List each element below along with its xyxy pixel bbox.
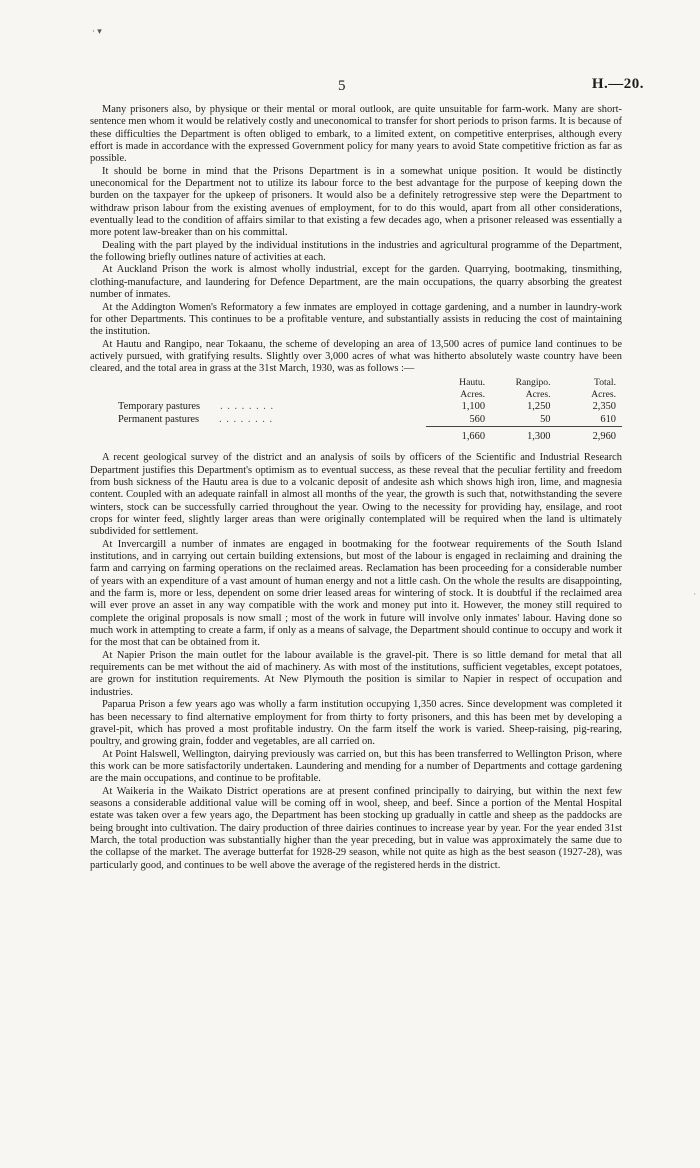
- total-cell: 1,300: [527, 430, 551, 442]
- total-cell: 1,660: [461, 430, 486, 442]
- table-cell: 560: [426, 414, 491, 427]
- column-header-hautu: Hautu.: [459, 376, 486, 388]
- report-body: [90, 104, 622, 872]
- paragraph: At Point Halswell, Wellington, dairying previously was carried on, but this has been transferred to Wellington Prison, where this work can be more satisfactorily undertaken. Laundering and mending for a number of Departments and cottage gardening are the main occupations, and continue to be profitable.: [90, 748, 622, 785]
- paragraph: At the Addington Women's Reformatory a few inmates are employed in cottage gardening, and a number in laundry-work for other Departments. This continues to be a profitable venture, and substantially assists in reducing the cost of maintaining the institution.: [90, 301, 622, 338]
- unit-label: Acres.: [525, 388, 551, 400]
- table-row: [90, 414, 622, 427]
- paragraph: Dealing with the part played by the individual institutions in the industries and agricultural programme of the Department, the following briefly outlines nature of activities at each.: [90, 239, 622, 264]
- leader-dots: . . . . . . . .: [219, 413, 274, 425]
- paragraph: It should be borne in mind that the Prisons Department is in a somewhat unique position. It would be distinctly uneconomical for the Department not to utilize its labour force to the best advantage for the purpose of keeping down the burden on the taxpayer for the upkeep of prisoners. It would also be a definitely retrogressive step were the Department to withdraw prison labour from the existing avenues of employment, for to do this would, apart from all other considerations, eventually lead to the condition of affairs similar to that existing a few decades ago, when a prisoner released was essentially a more potent law-breaker than on his committal.: [90, 165, 622, 239]
- grass-area-table: [90, 377, 622, 444]
- paragraph: At Hautu and Rangipo, near Tokaanu, the scheme of developing an area of 13,500 acres of pumice land continues to be actively pursued, with gratifying results. Slightly over 3,000 acres of what was hitherto absolutely waste country have been cleared, and the total area in grass at the 31st March, 1930, was as follows :—: [90, 338, 622, 375]
- row-label: Temporary pastures: [118, 401, 201, 413]
- row-label: Permanent pastures: [118, 413, 200, 425]
- paragraph: Many prisoners also, by physique or their mental or moral outlook, are quite unsuitable for farm-work. Many are short-sentence men whom it would be relatively costly and uneconomical to transfer for short periods to prison farms. It is because of these difficulties the Department is often obliged to embark, to a limited extent, on competitive enterprises, although every effort is made in accordance with the expressed Government policy for many years to avoid State competitive friction as far as possible.: [90, 104, 622, 165]
- table-total-row: [90, 426, 622, 443]
- paragraph: At Waikeria in the Waikato District operations are at present confined principally to dairying, but within the next few seasons a considerable additional value will be coming off in wool, sheep, and beef. Since a portion of the Mental Hospital estate was taken over a few years ago, the Department has been stocking up gradually in cattle and sheep as the paddocks are being brought into cultivation. The dairy production of three dairies continues to increase year by year. For the year ended 31st March, the total production was substantially higher than the year preceding, but in value was approximately the same due to the collapse of the market. The average butterfat for 1928-29 season, while not quite as high as the best season (1927-28), was particularly good, and continues to be well above the average of the registered herds in the district.: [90, 785, 622, 871]
- table-units-row: [90, 389, 622, 401]
- paragraph: At Auckland Prison the work is almost wholly industrial, except for the garden. Quarrying, bootmaking, tinsmithing, clothing-manufacture, and laundering for Defence Department, are the main occupations, the quarry absorbing the greatest number of inmates.: [90, 264, 622, 301]
- leader-dots: . . . . . . . .: [220, 401, 275, 413]
- unit-label: Acres.: [591, 388, 616, 400]
- table-cell: 1,100: [461, 401, 486, 413]
- margin-mark: ·: [693, 590, 696, 599]
- document-reference: H.—20.: [591, 76, 644, 92]
- paragraph: Paparua Prison a few years ago was wholly a farm institution occupying 1,350 acres. Since development was completed it has been necessary to find alternative employment for from thirty to forty prisoners, and this has been met by developing a gravel-pit, which has proved a most profitable industry. On the farm itself the work is varied. Sheep-raising, pig-rearing, poultry, and growing grain, fodder and vegetables, are all carried on.: [90, 699, 622, 748]
- table-cell: 50: [491, 414, 556, 427]
- column-header-rangipo: Rangipo.: [515, 376, 551, 388]
- page-number: 5: [338, 78, 346, 94]
- table-cell: 610: [557, 414, 623, 427]
- paragraph: At Invercargill a number of inmates are engaged in bootmaking for the footwear requirements of the South Island institutions, and in carrying out certain building extensions, but most of the labour is engaged in reclaiming and draining the farm and carrying on farming operations on the reclaimed areas. Reclamation has been proceeding for a considerable number of years with an expenditure of a vast amount of human energy and not a little cash. On the whole the results are disappointing, and the farm is, more or less, dependent on some drier leased areas for wintering of stock. It is doubtful if the reclaimed area will ever prove an asset in any way compatible with the work and money put into it. However, the money still required to complete the original proposals is now small ; most of the work in future will involve only inmates' labour. Having done so much work in attempting to create a farm, if only as a means of salvage, the Department should continue to occupy and work it for the most that can be obtained from it.: [90, 538, 622, 649]
- table-row: [90, 401, 622, 413]
- corner-mark: · ▾: [92, 26, 102, 36]
- table-header-row: [90, 377, 622, 389]
- unit-label: Acres.: [460, 388, 486, 400]
- total-cell: 2,960: [592, 430, 616, 442]
- table-cell: 1,250: [527, 401, 551, 413]
- paragraph: At Napier Prison the main outlet for the labour available is the gravel-pit. There is so little demand for metal that all requirements can be met without the aid of machinery. As with most of the institutions, sufficient vegetables, except potatoes, are grown for institution requirements. At New Plymouth the position is similar to Napier in respect of occupation and industries.: [90, 649, 622, 698]
- column-header-total: Total.: [594, 376, 616, 388]
- table-cell: 2,350: [592, 401, 616, 413]
- paragraph: A recent geological survey of the district and an analysis of soils by officers of the Scientific and Industrial Research Department justifies this Department's optimism as to eventual success, as these reveal that the peculiar fertility and freedom from bush sickness of the Hautu area is due to a volcanic deposit of andesite ash which shows high iron, lime, and magnesia content. Coupled with an adequate rainfall in almost all months of the year, the growth is such that, notwithstanding the severe winters, stock can be successfully carried throughout the year. Owing to the necessity for providing hay, ensilage, and root crops for winter feed, slightly larger areas than were originally contemplated will be required when the land is ultimately subdivided for settlement.: [90, 452, 622, 538]
